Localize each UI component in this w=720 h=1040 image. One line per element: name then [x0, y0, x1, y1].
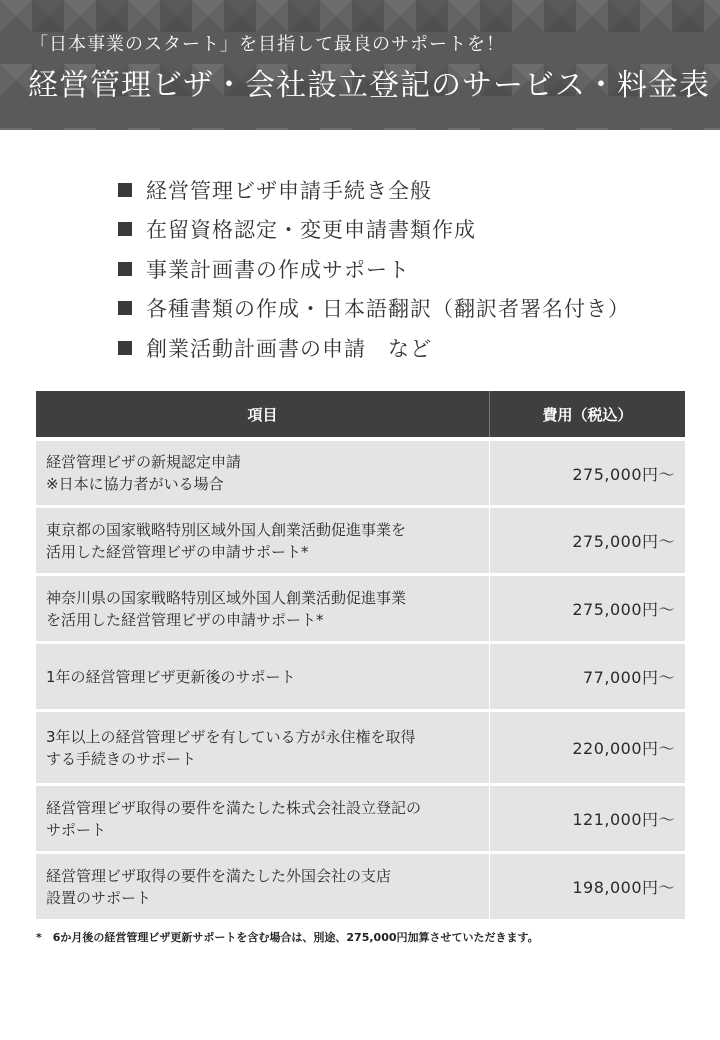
fee-cell: 121,000円～ [490, 786, 685, 854]
header-banner [0, 0, 720, 130]
item-cell [36, 441, 490, 508]
fee-cell: 275,000円～ [490, 576, 685, 644]
service-label: 在留資格認定・変更申請書類作成 [146, 218, 476, 243]
item-line: 経営管理ビザ取得の要件を満たした株式会社設立登記の [46, 798, 422, 817]
item-line: 経営管理ビザの新規認定申請 [46, 453, 242, 471]
item-cell [36, 712, 490, 786]
item-line: 活用した経営管理ビザの申請サポート* [46, 542, 309, 561]
item-line: 東京都の国家戦略特別区域外国人創業活動促進事業を [46, 520, 407, 539]
page-title: 経営管理ビザ・会社設立登記のサービス・料金表 [28, 68, 710, 103]
table-header-row [36, 391, 685, 437]
square-bullet-icon [118, 183, 132, 197]
service-label: 経営管理ビザ申請手続き全般 [146, 178, 432, 203]
item-cell [36, 508, 490, 576]
item-line: 経営管理ビザ取得の要件を満たした外国会社の支店 [46, 866, 392, 885]
item-cell [36, 786, 490, 854]
header-subtitle: 「日本事業のスタート」を目指して最良のサポートを！ [30, 34, 505, 55]
table-row [36, 441, 685, 508]
column-header-item: 項目 [36, 391, 490, 437]
footnote: * 6か月後の経営管理ビザ更新サポートを含む場合は、別途、275,000円加算させていただきます。 [36, 931, 539, 944]
square-bullet-icon [118, 262, 132, 276]
item-line: 3年以上の経営管理ビザを有している方が永住権を取得 [46, 727, 416, 746]
price-table [36, 391, 685, 922]
table-row [36, 854, 685, 922]
service-label: 各種書類の作成・日本語翻訳（翻訳者署名付き） [146, 297, 630, 322]
table-row [36, 508, 685, 576]
service-item [118, 170, 630, 210]
service-label: 創業活動計画書の申請 など [146, 336, 432, 361]
fee-cell: 220,000円～ [490, 712, 685, 786]
item-line: ※日本に協力者がいる場合 [46, 475, 224, 493]
item-line: する手続きのサポート [46, 749, 197, 768]
square-bullet-icon [118, 341, 132, 355]
square-bullet-icon [118, 301, 132, 315]
item-cell [36, 576, 490, 644]
service-item [118, 249, 630, 289]
table-row [36, 786, 685, 854]
item-cell [36, 644, 490, 712]
table-row [36, 712, 685, 786]
fee-cell: 77,000円～ [490, 644, 685, 712]
service-item [118, 210, 630, 250]
table-row [36, 576, 685, 644]
item-line: 1年の経営管理ビザ更新後のサポート [46, 667, 296, 686]
service-item [118, 328, 630, 368]
item-cell [36, 854, 490, 922]
item-line: 神奈川県の国家戦略特別区域外国人創業活動促進事業 [46, 588, 407, 607]
item-line: サポート [46, 820, 107, 839]
table-row [36, 644, 685, 712]
service-list [118, 170, 630, 368]
service-label: 事業計画書の作成サポート [146, 257, 410, 282]
square-bullet-icon [118, 222, 132, 236]
service-item [118, 289, 630, 329]
item-line: を活用した経営管理ビザの申請サポート* [46, 610, 324, 629]
column-header-fee: 費用（税込） [490, 391, 685, 437]
fee-cell: 275,000円～ [490, 441, 685, 508]
item-line: 設置のサポート [46, 888, 152, 907]
fee-cell: 198,000円～ [490, 854, 685, 922]
fee-cell: 275,000円～ [490, 508, 685, 576]
